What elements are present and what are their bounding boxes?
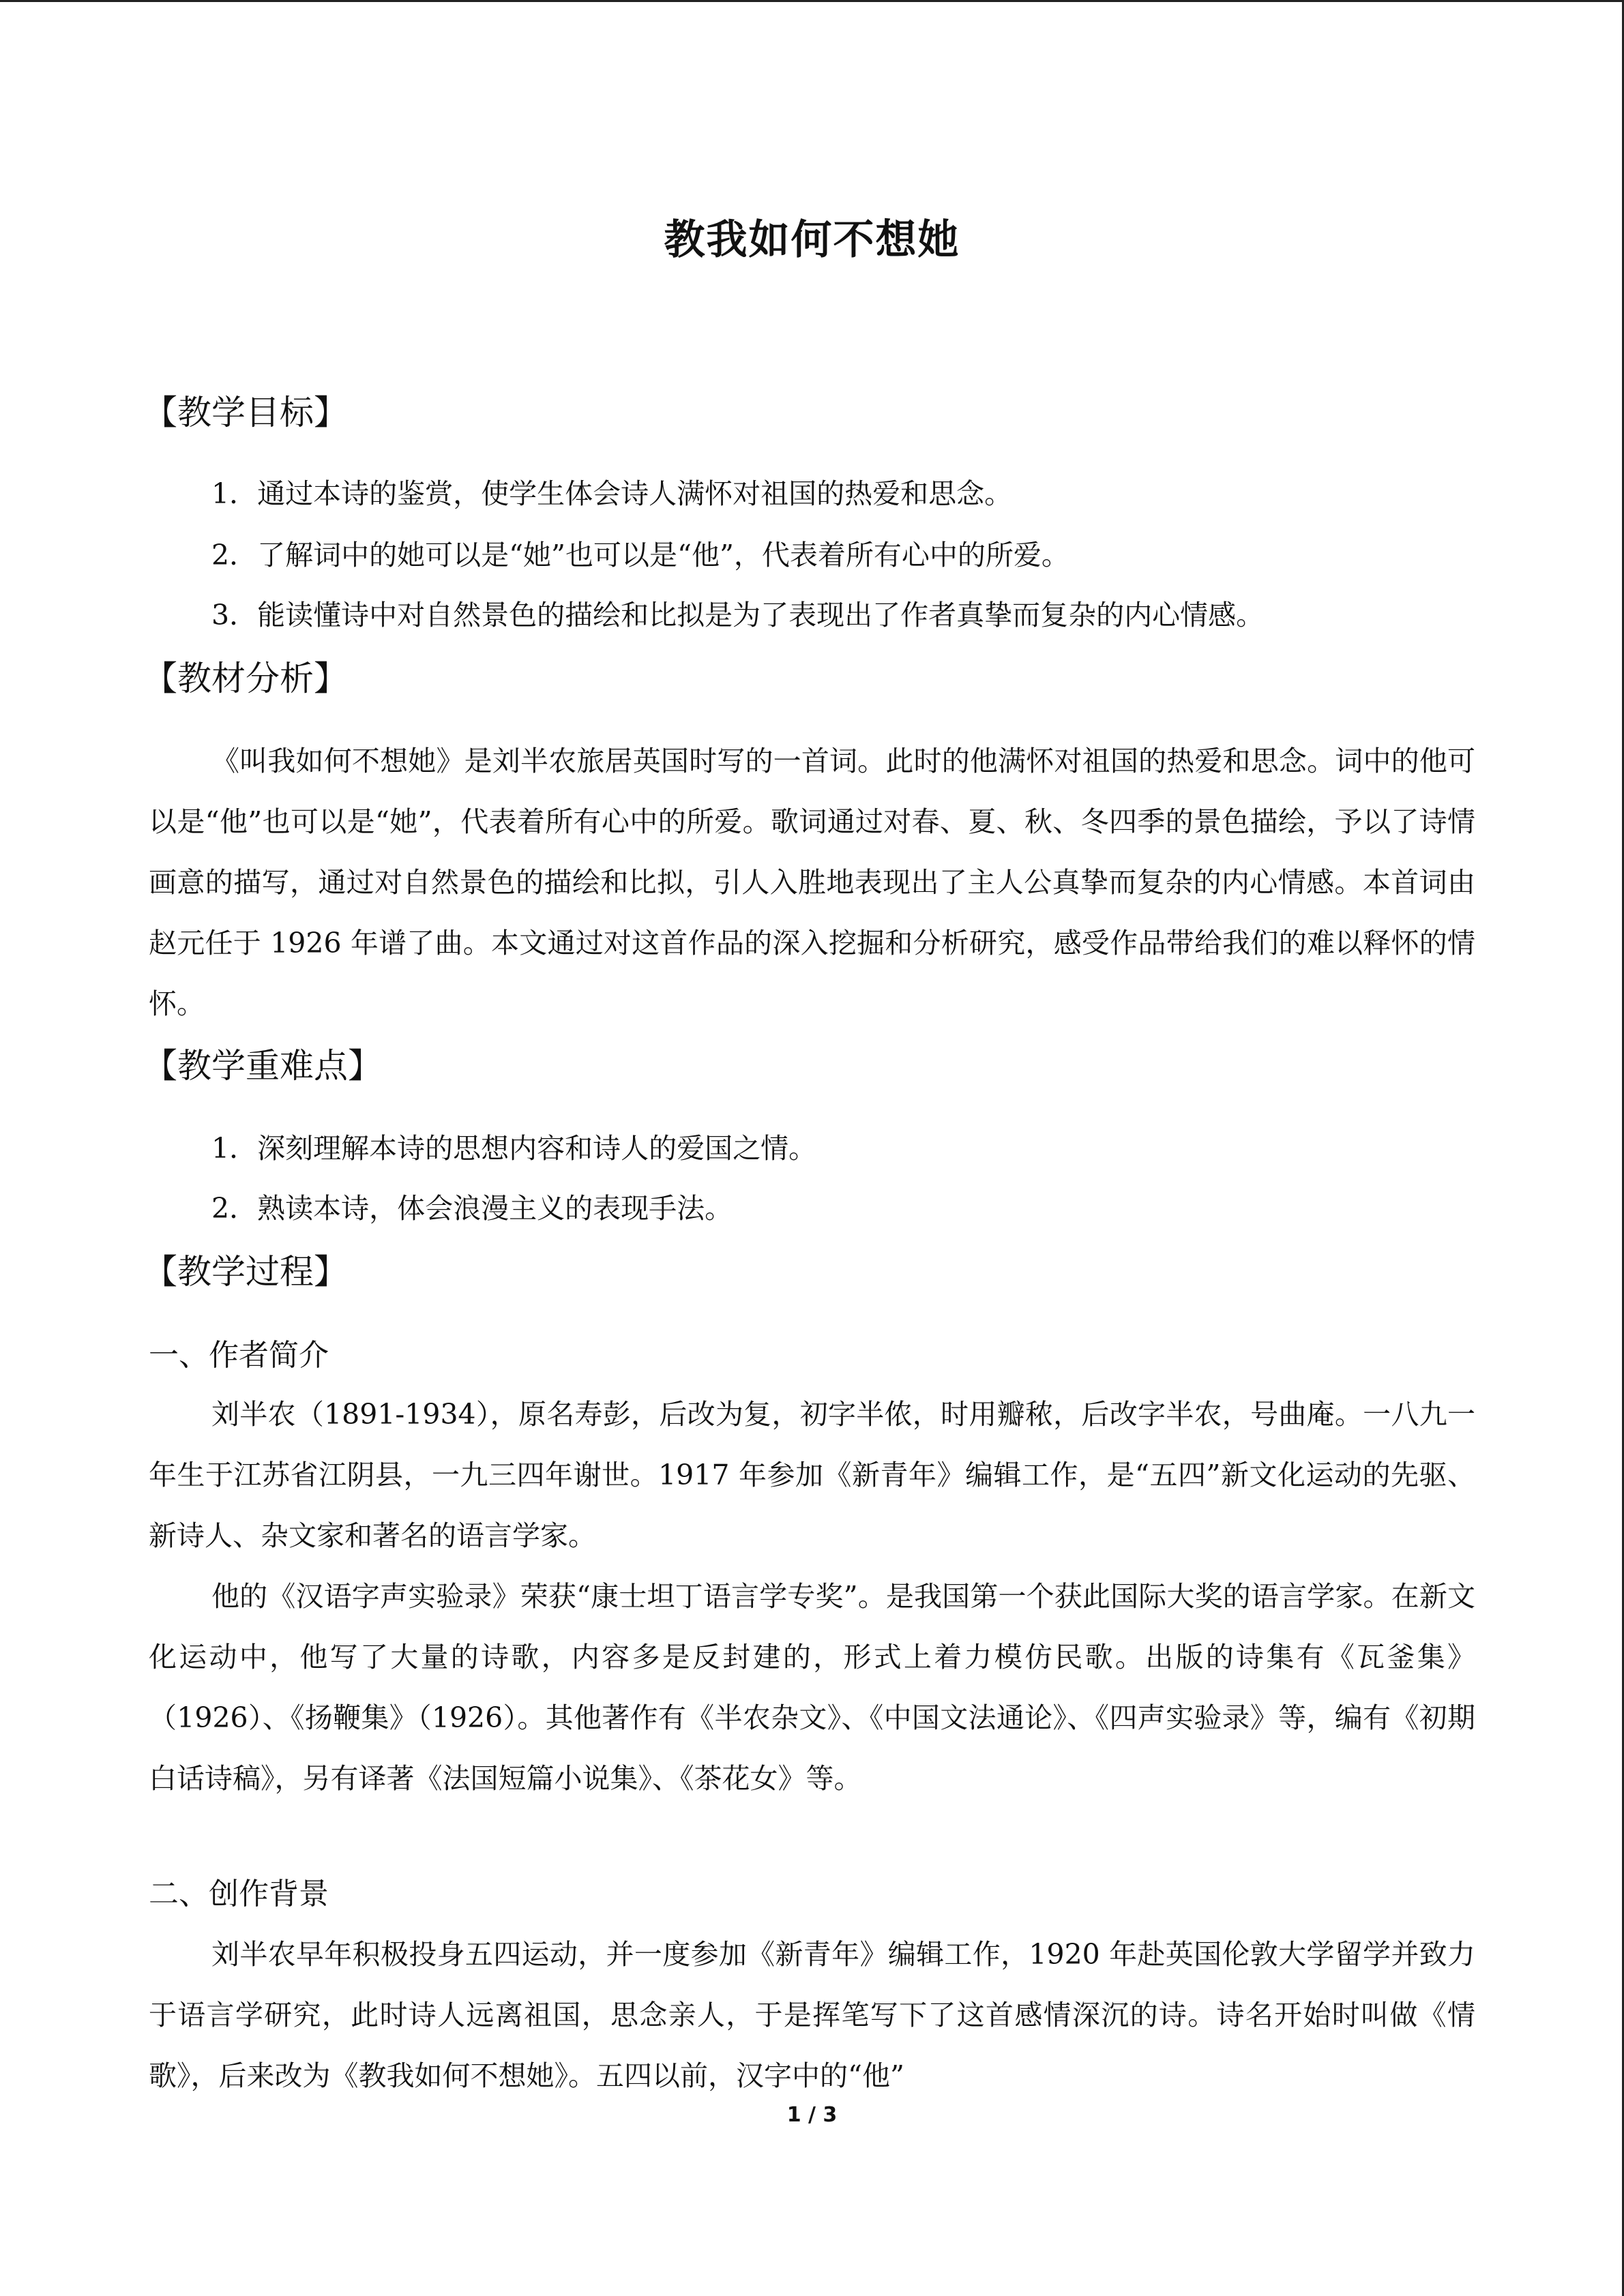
author-paragraph: 他的《汉语字声实验录》荣获“康士坦丁语言学专奖”。是我国第一个获此国际大奖的语言学家。在新文化运动中，他写了大量的诗歌，内容多是反封建的，形式上着力模仿民歌。出版的诗集有《瓦釜集》（1926）、《扬鞭集》（1926）。其他著作有《半农杂文》、《中国文法通论》、《四声实验录》等，编有《初期白话诗稿》，另有译著《法国短篇小说集》、《茶花女》等。 bbox=[149, 1580, 1475, 1795]
section-heading-process: 【教学过程】 bbox=[143, 1252, 348, 1292]
page-number: 1 / 3 bbox=[786, 2103, 838, 2127]
subheading-background: 二、创作背景 bbox=[149, 1877, 329, 1911]
goal-item: 2．了解词中的她可以是“她”也可以是“他”，代表着所有心中的所爱。 bbox=[211, 539, 1069, 571]
goal-item: 3．能读懂诗中对自然景色的描绘和比拟是为了表现出了作者真挚而复杂的内心情感。 bbox=[211, 599, 1265, 631]
key-point-item: 2．熟读本诗，体会浪漫主义的表现手法。 bbox=[211, 1192, 733, 1225]
background-paragraph: 刘半农早年积极投身五四运动，并一度参加《新青年》编辑工作，1920 年赴英国伦敦大学留学并致力于语言学研究，此时诗人远离祖国，思念亲人，于是挥笔写下了这首感情深沉的诗。诗名开始时叫做《情歌》，后来改为《教我如何不想她》。五四以前，汉字中的“他” bbox=[149, 1938, 1475, 2092]
key-point-item: 1．深刻理解本诗的思想内容和诗人的爱国之情。 bbox=[211, 1132, 817, 1165]
goal-item: 1．通过本诗的鉴赏，使学生体会诗人满怀对祖国的热爱和思念。 bbox=[211, 477, 1013, 510]
analysis-paragraph: 《叫我如何不想她》是刘半农旅居英国时写的一首词。此时的他满怀对祖国的热爱和思念。词中的他可以是“他”也可以是“她”，代表着所有心中的所爱。歌词通过对春、夏、秋、冬四季的景色描绘，予以了诗情画意的描写，通过对自然景色的描绘和比拟，引人入胜地表现出了主人公真挚而复杂的内心情感。本首词由赵元任于 1926 年谱了曲。本文通过对这首作品的深入挖掘和分析研究，感受作品带给我们的难以释怀的情怀。 bbox=[149, 745, 1475, 1020]
document-title: 教我如何不想她 bbox=[664, 216, 960, 264]
section-heading-key-points: 【教学重难点】 bbox=[143, 1046, 382, 1086]
author-paragraph: 刘半农（1891-1934），原名寿彭，后改为复，初字半侬，时用瓣秾，后改字半农，号曲庵。一八九一年生于江苏省江阴县，一九三四年谢世。1917 年参加《新青年》编辑工作，是“五四”新文化运动的先驱、新诗人、杂文家和著名的语言学家。 bbox=[149, 1398, 1475, 1552]
subheading-author: 一、作者简介 bbox=[149, 1338, 329, 1373]
section-heading-analysis: 【教材分析】 bbox=[143, 659, 348, 698]
section-heading-goals: 【教学目标】 bbox=[143, 393, 348, 432]
